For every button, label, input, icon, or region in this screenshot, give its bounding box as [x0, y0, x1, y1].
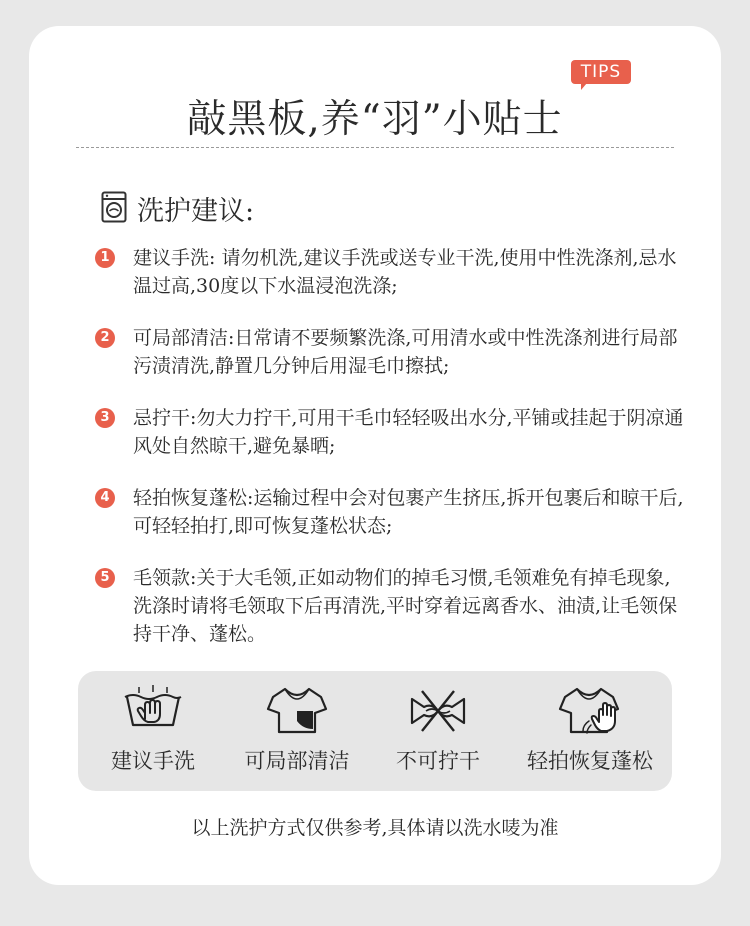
tip-text: 毛领款:关于大毛领,正如动物们的掉毛习惯,毛领难免有掉毛现象,洗涤时请将毛领取下后再清洗,平时穿着远离香水、油渍,让毛领保持干净、蓬松。: [133, 567, 678, 645]
tips-badge-tail: [581, 83, 593, 90]
tip-text: 建议手洗: 请勿机洗,建议手洗或送专业干洗,使用中性洗涤剂,忌水温过高,30度以下水温浸泡洗涤;: [133, 247, 677, 297]
care-item-pat: [510, 685, 670, 785]
care-item-hand-wash: [83, 685, 223, 785]
care-item-no-wring: [368, 685, 508, 785]
list-item: [95, 404, 685, 460]
section-header: [101, 189, 254, 228]
care-label: 可局部清洁: [244, 749, 350, 773]
care-label: 不可拧干: [396, 749, 480, 773]
number-badge: 4: [95, 488, 115, 508]
number-badge: 1: [95, 248, 115, 268]
list-item: [95, 324, 685, 380]
care-label: 轻拍恢复蓬松: [527, 749, 653, 773]
list-item: [95, 564, 685, 648]
dashed-divider: [76, 147, 674, 148]
tip-text: 轻拍恢复蓬松:运输过程中会对包裹产生挤压,拆开包裹后和晾干后,可轻轻拍打,即可恢复蓬松状态;: [133, 487, 684, 537]
shirt-pat-hand-icon: [510, 685, 670, 737]
page-title: 敲黑板,养“羽”小贴士: [187, 97, 563, 142]
section-title: 洗护建议:: [137, 196, 255, 227]
care-label: 建议手洗: [111, 749, 195, 773]
care-icons-panel: [78, 671, 672, 791]
washing-machine-icon: [101, 191, 127, 227]
shirt-spot-clean-icon: [227, 685, 367, 735]
footer-note: 以上洗护方式仅供参考,具体请以洗水唛为准: [191, 817, 559, 839]
care-item-spot-clean: [227, 685, 367, 785]
list-item: [95, 484, 685, 540]
number-badge: 2: [95, 328, 115, 348]
tip-text: 可局部清洁:日常请不要频繁洗涤,可用清水或中性洗涤剂进行局部污渍清洗,静置几分钟后用湿毛巾擦拭;: [133, 327, 678, 377]
hand-wash-icon: [83, 685, 223, 733]
tips-badge: [571, 60, 631, 90]
tip-text: 忌拧干:勿大力拧干,可用干毛巾轻轻吸出水分,平铺或挂起于阴凉通风处自然晾干,避免暴晒;: [133, 407, 684, 457]
number-badge: 3: [95, 408, 115, 428]
tips-badge-label: TIPS: [571, 60, 631, 84]
list-item: [95, 244, 685, 300]
tips-list: [95, 244, 685, 672]
number-badge: 5: [95, 568, 115, 588]
no-wring-icon: [368, 685, 508, 735]
care-card: [29, 26, 721, 885]
